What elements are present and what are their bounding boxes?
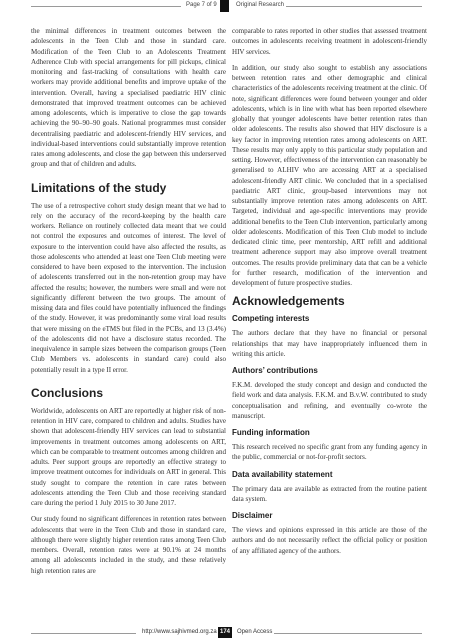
limitations-heading: Limitations of the study: [31, 180, 167, 195]
page-header: [0, 0, 453, 14]
page-indicator: Page 7 of 9: [186, 2, 217, 8]
right-column: [232, 26, 427, 562]
conclusions-paragraph-2: Our study found no significant differences in retention rates between adolescents that were in the Teen Club and those in standard care, although there were slightly higher retention rates among Teen Club members. Overall, retention rates were at 90.1% at 24 months among all adolescents included in the study, and these relatively high retention rates are: [31, 515, 226, 575]
authors-contributions-text: F.K.M. developed the study concept and design and conducted the field work and data analysis. F.K.M. and B.v.W. contributed to study conceptualisation and refining, and eventually co-wrote the manuscript.: [232, 381, 427, 420]
section-label: Original Research: [236, 2, 285, 8]
data-availability-text: The primary data are available as extracted from the routine patient data system.: [232, 484, 427, 503]
data-availability-heading: Data availability statement: [232, 469, 333, 479]
disclaimer-text: The views and opinions expressed in this article are those of the authors and do not necessarily reflect the official policy or position of any affiliated agency of the authors.: [232, 526, 427, 555]
competing-interests-heading: Competing interests: [232, 314, 310, 324]
page-footer: [0, 626, 453, 640]
header-marker: [220, 0, 229, 12]
journal-url-link[interactable]: http://www.sajhivmed.org.za: [142, 629, 217, 635]
header-rule-right: [286, 6, 422, 7]
authors-contributions-heading: Authors’ contributions: [232, 366, 318, 375]
discussion-paragraph-end: the minimal differences in treatment outcomes between the adolescents in the Teen Club and those in standard care. Modification of the Teen Club to an Adolescents Treatment Adherence Club with special arrangements for pill pickups, clinical monitoring and fast-tracking of consultations with health care workers may provide additional benefits and improve uptake of the intervention. Overall, having a specialised paediatric HIV clinic demonstrated that improved treatment outcomes can be achieved among adolescents, which is imperative to close the gap towards achieving the 90–90–90 goals. National programmes must consider decentralising paediatric and adolescent-friendly HIV services, and individual-based interventions could substantially improve retention rates among adolescents, and close the gap between this underserved group and that of children and adults.: [31, 27, 226, 169]
conclusions-paragraph-3: In addition, our study also sought to establish any associations between retention rates and other demographic and clinical characteristics of the adolescents receiving treatment at the clinic. Of note, significant differences were found between younger and older adolescents, which is in line with what has been reported elsewhere globally that younger adolescents have better retention rates than older adolescents. The results also showed that HIV disclosure is a key factor in improving retention rates among adolescents on ART. These results may only apply to this particular study population and setting. However, effectiveness of the intervention can reasonably be generalised to ALHIV who are accessing ART at a specialised adolescent-friendly ART clinic. We concluded that in a specialised paediatric ART clinic, group-based interventions may not substantially improve retention rates among adolescents on ART. Targeted, individual and age-specific interventions may provide additional benefits to the Teen Club intervention, particularly among older adolescents. Modification of this Teen Club model to include dedicated clinic time, peer mentorship, ART refill and additional treatment adherence support may also improve overall treatment outcomes. The results provide preliminary data that can be a vehicle for further research, modification of the intervention and development of future prospective studies.: [232, 63, 427, 287]
open-access-label: Open Access: [237, 629, 273, 635]
left-column: [31, 26, 226, 582]
footer-rule-right: [274, 633, 422, 634]
acknowledgements-heading: Acknowledgements: [232, 294, 345, 309]
footer-rule-left: [31, 633, 136, 634]
conclusions-heading: Conclusions: [31, 385, 104, 400]
funding-information-text: This research received no specific grant from any funding agency in the public, commercial or not-for-profit sectors.: [232, 443, 427, 462]
page-number: 174: [218, 627, 232, 638]
disclaimer-heading: Disclaimer: [232, 511, 273, 520]
conclusions-paragraph-1: Worldwide, adolescents on ART are reportedly at higher risk of non-retention in HIV care, compared to children and adults. Studies have shown that adolescent-friendly HIV services can lead to substantial improvements in treatment outcomes among adolescents on ART, which can be comparable to treatment outcomes among children and adults. Peer support groups are reportedly an effective strategy to improve treatment outcomes for individuals on ART in general. This study sought to compare the retention in care rates between adolescents attending the Teen Club and those receiving standard care during the period 1 July 2015 to 30 June 2017.: [31, 406, 226, 507]
funding-information-heading: Funding information: [232, 428, 310, 437]
conclusions-paragraph-continued: comparable to rates reported in other studies that assessed treatment outcomes in adolescents receiving treatment in adolescent-friendly HIV services.: [232, 27, 427, 56]
header-rule-left: [31, 6, 181, 7]
limitations-paragraph: The use of a retrospective cohort study design meant that we had to rely on the accuracy of the record-keeping by the health care workers. Reliance on routinely collected data meant that we could not control the exposures and outcomes of interest. The level of exposure to the intervention could have also affected the results, as those adolescents who attended at least one Teen Club meeting were considered to have been exposed to the intervention. The inclusion of adolescents transferred out in the non-retention group may have affected the results; however, the numbers were small and were not significantly different between the two groups. The amount of missing data and files could have potentially influenced the findings of the study. However, it was predominantly some viral load results that were missing on the eTMS but filed in the PCBs, and 13 (3.4%) of the adolescents did not have a disclosure status recorded. The inequivalence in sample sizes between the comparison groups (Teen Club Members vs. adolescents in standard care) could also potentially result in a type II error.: [31, 201, 226, 374]
competing-interests-text: The authors declare that they have no financial or personal relationships that may have inappropriately influenced them in writing this article.: [232, 329, 427, 358]
